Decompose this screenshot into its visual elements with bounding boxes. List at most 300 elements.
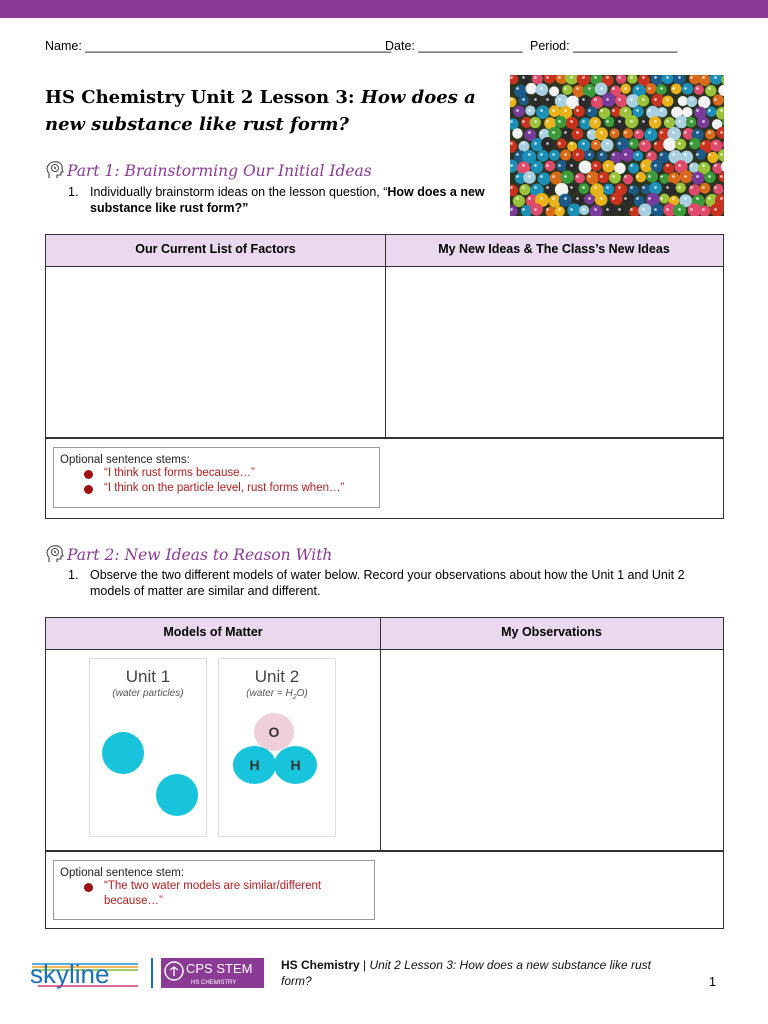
marble-highlight xyxy=(564,197,567,200)
marble xyxy=(686,96,697,107)
marble-highlight xyxy=(666,208,669,211)
marble-highlight xyxy=(720,87,723,90)
marble-highlight xyxy=(678,164,681,167)
marble-highlight xyxy=(720,153,723,156)
marble-highlight xyxy=(528,109,531,112)
marble-highlight xyxy=(708,87,711,90)
marble-highlight xyxy=(702,120,705,123)
marble-highlight xyxy=(576,131,579,134)
marble xyxy=(556,160,567,171)
marble-highlight xyxy=(708,131,711,134)
marble-highlight xyxy=(534,98,537,101)
marble-highlight xyxy=(624,87,627,90)
marble-highlight xyxy=(558,186,561,189)
part2-heading: Part 2: New Ideas to Reason With xyxy=(45,544,332,568)
marble-highlight xyxy=(624,197,627,200)
marble-highlight xyxy=(678,142,681,145)
marble-highlight xyxy=(702,76,705,79)
marble-highlight xyxy=(510,120,513,123)
marble-highlight xyxy=(594,142,597,145)
marble-highlight xyxy=(630,120,633,123)
marble-highlight xyxy=(648,87,651,90)
marble-highlight xyxy=(636,175,639,178)
marble-highlight xyxy=(654,76,657,79)
marble-highlight xyxy=(666,98,669,101)
marble xyxy=(694,85,704,95)
marble-highlight xyxy=(618,76,621,79)
marble xyxy=(710,139,722,151)
marble-highlight xyxy=(714,120,717,123)
marble-highlight xyxy=(666,142,669,145)
marble-highlight xyxy=(642,98,645,101)
marble-highlight xyxy=(522,208,525,211)
new-ideas-cell[interactable] xyxy=(386,267,723,437)
marble-highlight xyxy=(600,109,603,112)
marble xyxy=(623,128,633,138)
marble-highlight xyxy=(660,109,663,112)
marble-highlight xyxy=(642,164,645,167)
marble-highlight xyxy=(582,120,585,123)
marble-highlight xyxy=(528,153,531,156)
sentence-stem-box xyxy=(53,860,375,920)
marble-highlight xyxy=(660,87,663,90)
sentence-stems-box xyxy=(53,447,380,508)
marble-highlight xyxy=(642,120,645,123)
hydrogen-atom: H xyxy=(233,746,276,784)
marble-highlight xyxy=(570,186,573,189)
marble-highlight xyxy=(570,120,573,123)
marble-highlight xyxy=(714,164,717,167)
marble-highlight xyxy=(594,164,597,167)
marble-highlight xyxy=(642,142,645,145)
marble-highlight xyxy=(564,131,567,134)
marble-highlight xyxy=(522,164,525,167)
marble-highlight xyxy=(534,208,537,211)
marble-highlight xyxy=(528,175,531,178)
marble xyxy=(651,94,664,107)
marble xyxy=(538,172,551,185)
marble-highlight xyxy=(546,208,549,211)
marble xyxy=(609,172,621,184)
marble-highlight xyxy=(648,175,651,178)
marble-highlight xyxy=(618,98,621,101)
marble-highlight xyxy=(690,164,693,167)
marble-highlight xyxy=(612,153,615,156)
marble-highlight xyxy=(540,197,543,200)
marble-highlight xyxy=(528,197,531,200)
marble-highlight xyxy=(594,186,597,189)
marble-highlight xyxy=(570,98,573,101)
marble-highlight xyxy=(666,186,669,189)
marble-highlight xyxy=(546,164,549,167)
marble xyxy=(706,106,716,116)
marble-highlight xyxy=(702,208,705,211)
marble-highlight xyxy=(654,120,657,123)
marble-highlight xyxy=(564,153,567,156)
marble-highlight xyxy=(588,109,591,112)
marble-highlight xyxy=(618,186,621,189)
hydrogen-atom: H xyxy=(274,746,317,784)
marble-highlight xyxy=(528,131,531,134)
brain-head-icon xyxy=(45,544,65,568)
marble-highlight xyxy=(540,87,543,90)
water-particle xyxy=(156,774,198,816)
marble xyxy=(562,85,572,95)
badge-subtitle: HS CHEMISTRY xyxy=(191,980,237,986)
marble-highlight xyxy=(672,109,675,112)
stems-label: Optional sentence stems: xyxy=(60,454,190,466)
marble-highlight xyxy=(558,76,561,79)
period-field[interactable]: Period: _______________ xyxy=(530,39,678,53)
marble xyxy=(557,138,567,148)
marble-highlight xyxy=(534,164,537,167)
marble-highlight xyxy=(516,175,519,178)
marble xyxy=(639,140,651,152)
marble-highlight xyxy=(630,98,633,101)
marble-highlight xyxy=(522,142,525,145)
marble-highlight xyxy=(534,186,537,189)
stem-label: Optional sentence stem: xyxy=(60,867,185,879)
marble-highlight xyxy=(594,208,597,211)
unit1-subtitle: (water particles) xyxy=(112,688,184,699)
marble-highlight xyxy=(588,197,591,200)
skyline-wordmark: skyline xyxy=(30,959,110,989)
unit1-title: Unit 1 xyxy=(125,667,171,686)
top-accent-bar xyxy=(0,0,768,18)
marble xyxy=(572,128,584,140)
footer-course-line: HS Chemistry | Unit 2 Lesson 3: How does a new substance like rust form? xyxy=(281,958,651,988)
marble xyxy=(573,106,584,117)
marble xyxy=(633,151,643,161)
marble-highlight xyxy=(714,76,717,79)
marble-highlight xyxy=(516,153,519,156)
marble xyxy=(536,105,550,119)
marble xyxy=(544,96,554,106)
brain-head-icon xyxy=(45,160,65,184)
marble-highlight xyxy=(594,98,597,101)
marble xyxy=(531,161,544,174)
marble-highlight xyxy=(552,197,555,200)
marble-highlight xyxy=(534,120,537,123)
marble-highlight xyxy=(594,120,597,123)
marble xyxy=(705,129,715,139)
marble-highlight xyxy=(564,175,567,178)
marble xyxy=(545,184,555,194)
marble-highlight xyxy=(714,208,717,211)
unit2-title: Unit 2 xyxy=(254,667,300,686)
marble-highlight xyxy=(666,120,669,123)
marble xyxy=(705,85,716,96)
marble xyxy=(537,150,549,162)
marble-highlight xyxy=(528,87,531,90)
marble-highlight xyxy=(648,197,651,200)
marble-highlight xyxy=(534,76,537,79)
marble xyxy=(615,94,628,107)
marble-highlight xyxy=(714,142,717,145)
marble-highlight xyxy=(570,164,573,167)
marble-highlight xyxy=(606,164,609,167)
marble-highlight xyxy=(702,186,705,189)
marble xyxy=(713,184,724,195)
marble-highlight xyxy=(510,76,513,79)
marble-highlight xyxy=(636,153,639,156)
marble xyxy=(646,171,658,183)
marble-highlight xyxy=(672,175,675,178)
marble-highlight xyxy=(696,87,699,90)
marble xyxy=(513,195,525,207)
marble-highlight xyxy=(660,197,663,200)
marble xyxy=(682,83,694,95)
marble-highlight xyxy=(690,76,693,79)
marble-highlight xyxy=(552,175,555,178)
marble xyxy=(579,161,592,174)
marble-highlight xyxy=(630,186,633,189)
marble-highlight xyxy=(582,76,585,79)
bullet-icon xyxy=(84,485,93,494)
marble-highlight xyxy=(612,197,615,200)
marble-highlight xyxy=(516,131,519,134)
marble-highlight xyxy=(624,175,627,178)
bullet-icon xyxy=(84,883,93,892)
marble-highlight xyxy=(510,186,513,189)
marble-highlight xyxy=(690,98,693,101)
marble-highlight xyxy=(606,120,609,123)
marble-highlight xyxy=(546,98,549,101)
unit2-subtitle: (water = $H_2O$) xyxy=(246,688,308,701)
marble-highlight xyxy=(588,175,591,178)
marble-highlight xyxy=(612,131,615,134)
marble xyxy=(662,95,673,106)
marble-highlight xyxy=(702,142,705,145)
brainstorm-table xyxy=(45,234,724,519)
marble-highlight xyxy=(576,153,579,156)
marble xyxy=(555,116,567,128)
marble-highlight xyxy=(696,153,699,156)
marble-highlight xyxy=(612,175,615,178)
marble-highlight xyxy=(636,109,639,112)
marble-highlight xyxy=(552,87,555,90)
marble-highlight xyxy=(522,186,525,189)
marble-highlight xyxy=(540,131,543,134)
marble-highlight xyxy=(648,109,651,112)
marble-highlight xyxy=(708,153,711,156)
marbles-photo xyxy=(510,75,724,216)
marble-highlight xyxy=(588,87,591,90)
stem-item: “I think on the particle level, rust forms when…” xyxy=(60,481,373,496)
marble xyxy=(601,139,614,152)
marble-highlight xyxy=(690,186,693,189)
marble-highlight xyxy=(558,208,561,211)
marble-highlight xyxy=(672,131,675,134)
marble-highlight xyxy=(582,186,585,189)
marble-highlight xyxy=(540,153,543,156)
marble-highlight xyxy=(720,109,723,112)
marble xyxy=(558,194,571,207)
marble-highlight xyxy=(672,197,675,200)
marble xyxy=(698,96,710,108)
marble-highlight xyxy=(546,142,549,145)
marble xyxy=(513,105,525,117)
marble-highlight xyxy=(654,208,657,211)
marble-highlight xyxy=(582,98,585,101)
col-my-observations: My Observations xyxy=(501,625,602,639)
marble xyxy=(519,184,530,195)
marble-highlight xyxy=(522,76,525,79)
marble-highlight xyxy=(708,175,711,178)
marble-highlight xyxy=(618,164,621,167)
title-question: How does a new substance like rust form? xyxy=(45,87,476,135)
marble-highlight xyxy=(618,142,621,145)
date-field[interactable]: Date: _______________ xyxy=(385,39,523,53)
marble-highlight xyxy=(636,197,639,200)
marble xyxy=(644,128,657,141)
marble xyxy=(621,148,635,162)
marble-highlight xyxy=(564,109,567,112)
marble-highlight xyxy=(546,186,549,189)
marble-highlight xyxy=(624,131,627,134)
marble xyxy=(689,162,699,172)
marble-highlight xyxy=(666,76,669,79)
marble-highlight xyxy=(600,175,603,178)
marble-highlight xyxy=(624,109,627,112)
marble-highlight xyxy=(720,175,723,178)
marble-highlight xyxy=(672,87,675,90)
marble-highlight xyxy=(522,98,525,101)
marble-highlight xyxy=(522,120,525,123)
marble xyxy=(645,83,656,94)
marble-highlight xyxy=(630,76,633,79)
name-field[interactable]: Name: ____________________________________________ xyxy=(45,39,392,53)
marble-highlight xyxy=(546,120,549,123)
observations-cell[interactable] xyxy=(381,650,723,850)
marble-highlight xyxy=(702,164,705,167)
marble xyxy=(604,117,614,127)
marble-highlight xyxy=(582,142,585,145)
col-new-ideas: My New Ideas & The Class’s New Ideas xyxy=(438,242,670,256)
marble xyxy=(575,173,585,183)
models-table-header xyxy=(46,618,723,650)
marble-highlight xyxy=(540,109,543,112)
marble-highlight xyxy=(684,175,687,178)
marble xyxy=(628,163,639,174)
marble-highlight xyxy=(714,98,717,101)
marble-highlight xyxy=(540,175,543,178)
marble-highlight xyxy=(606,208,609,211)
marble-highlight xyxy=(678,98,681,101)
title-main: HS Chemistry Unit 2 Lesson 3: xyxy=(45,87,361,108)
marble-highlight xyxy=(600,153,603,156)
marble-highlight xyxy=(600,87,603,90)
marble-highlight xyxy=(654,98,657,101)
marble-highlight xyxy=(618,120,621,123)
marble-highlight xyxy=(696,197,699,200)
marble-highlight xyxy=(702,98,705,101)
bullet-icon xyxy=(84,470,93,479)
current-factors-cell[interactable] xyxy=(46,267,384,437)
marble-highlight xyxy=(606,186,609,189)
marble-highlight xyxy=(696,175,699,178)
marble-highlight xyxy=(510,98,513,101)
marble-highlight xyxy=(594,76,597,79)
marble-highlight xyxy=(588,131,591,134)
marble-highlight xyxy=(552,109,555,112)
marble xyxy=(531,95,543,107)
marble xyxy=(586,171,599,184)
marble-highlight xyxy=(582,164,585,167)
marble-highlight xyxy=(570,208,573,211)
marble-highlight xyxy=(678,208,681,211)
marble-highlight xyxy=(654,186,657,189)
marble xyxy=(589,117,601,129)
marble-highlight xyxy=(684,87,687,90)
marble xyxy=(634,129,644,139)
marble xyxy=(622,193,635,206)
marble-highlight xyxy=(558,142,561,145)
col-models-of-matter: Models of Matter xyxy=(163,625,263,639)
marble-highlight xyxy=(708,109,711,112)
marble-highlight xyxy=(690,208,693,211)
marble xyxy=(598,171,610,183)
marble-highlight xyxy=(510,208,513,211)
marble xyxy=(586,107,597,118)
part1-heading: Part 1: Brainstorming Our Initial Ideas xyxy=(45,160,372,184)
marble-highlight xyxy=(660,153,663,156)
stem-item: “The two water models are similar/different because…” xyxy=(60,879,368,909)
marble-highlight xyxy=(678,76,681,79)
marble-highlight xyxy=(546,76,549,79)
marble-highlight xyxy=(660,131,663,134)
marble-highlight xyxy=(630,208,633,211)
marble-highlight xyxy=(678,120,681,123)
marble-highlight xyxy=(684,197,687,200)
marble-highlight xyxy=(654,164,657,167)
marble-highlight xyxy=(576,87,579,90)
marble xyxy=(603,184,614,195)
marble-highlight xyxy=(696,131,699,134)
unit1-model-card xyxy=(89,658,207,837)
marble-highlight xyxy=(672,153,675,156)
marble-highlight xyxy=(612,109,615,112)
marble-highlight xyxy=(600,131,603,134)
water-particle xyxy=(102,732,144,774)
marble xyxy=(663,138,676,151)
marble-highlight xyxy=(642,186,645,189)
marble xyxy=(689,184,701,196)
marble-highlight xyxy=(624,153,627,156)
marble xyxy=(568,183,578,193)
marble-highlight xyxy=(612,87,615,90)
marble-highlight xyxy=(510,164,513,167)
marble-highlight xyxy=(510,142,513,145)
page-number: 1 xyxy=(709,975,716,989)
marble-highlight xyxy=(576,109,579,112)
marble xyxy=(657,107,668,118)
marble-highlight xyxy=(516,197,519,200)
marble-highlight xyxy=(660,175,663,178)
marble-highlight xyxy=(552,131,555,134)
marble-highlight xyxy=(636,87,639,90)
marble-highlight xyxy=(630,164,633,167)
marble-highlight xyxy=(576,175,579,178)
marble-highlight xyxy=(720,197,723,200)
marble-highlight xyxy=(570,76,573,79)
marble-highlight xyxy=(570,142,573,145)
marble-highlight xyxy=(720,131,723,134)
page-title xyxy=(45,84,505,138)
marble-highlight xyxy=(516,87,519,90)
marble-highlight xyxy=(654,142,657,145)
marble-highlight xyxy=(630,142,633,145)
